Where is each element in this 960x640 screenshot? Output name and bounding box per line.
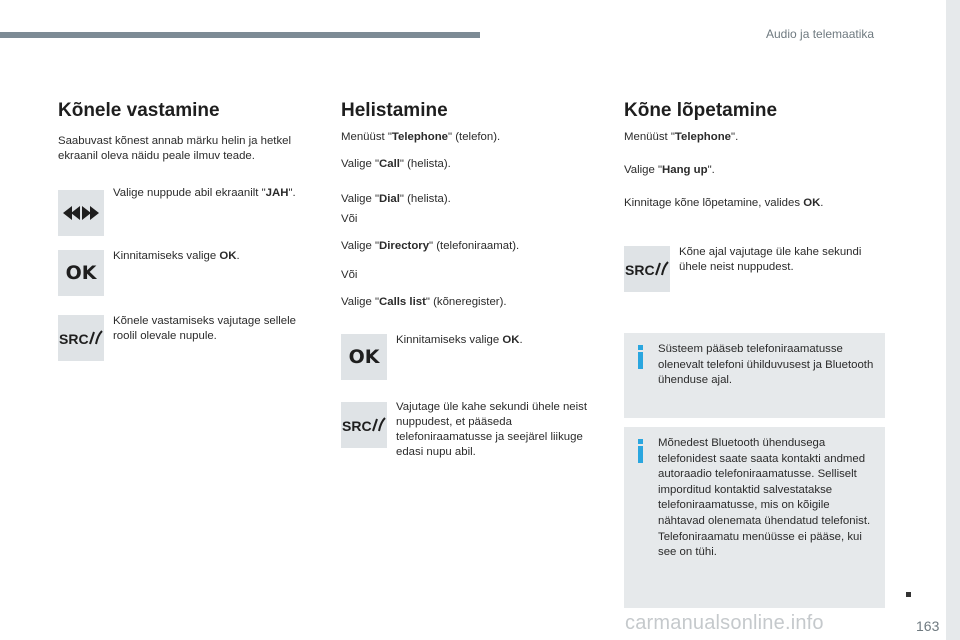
seek-buttons-key bbox=[58, 190, 104, 236]
info-icon bbox=[638, 439, 644, 463]
svg-text:SRC: SRC bbox=[59, 331, 89, 347]
watermark: carmanualsonline.info bbox=[625, 612, 824, 634]
make-call-title: Helistamine bbox=[341, 100, 448, 121]
call-or-1: Või bbox=[341, 213, 358, 225]
call-line-2: Valige "Call" (helista). bbox=[341, 158, 451, 170]
src-phone-key bbox=[341, 402, 387, 448]
call-step-ok: Kinnitamiseks valige OK. bbox=[396, 334, 523, 346]
section-title: Audio ja telemaatika bbox=[766, 27, 875, 41]
src-phone-icon bbox=[342, 416, 386, 434]
end-call-section bbox=[624, 100, 886, 134]
info-text-2: Mõnedest Bluetooth ühendusega telefonidest saate saata kontakti andmed autoraadio telefoniraamatusse. Selliselt imporditud kontaktid salvestatakse telefoniraamatusse, mis on kõigile nähtavad olenemata ühendatud telefonist. Telefoniraamatu menüüsse ei pääse, kui see on tühi. bbox=[658, 437, 871, 559]
header-bar bbox=[0, 32, 480, 38]
answer-call-intro: Saabuvast kõnest annab märku helin ja hetkel ekraanil oleva näidu peale ilmuv teade. bbox=[58, 135, 292, 162]
call-line-1: Menüüst "Telephone" (telefon). bbox=[341, 131, 501, 143]
seek-arrows-icon bbox=[63, 206, 99, 220]
info-text-1: Süsteem pääseb telefoniraamatusse olenevalt telefoni ühilduvusest ja Bluetooth ühenduse ajal. bbox=[658, 343, 874, 387]
src-phone-key bbox=[58, 315, 104, 361]
end-step-src: Kõne ajal vajutage üle kahe sekundi ühele neist nuppudest. bbox=[679, 246, 862, 273]
ok-key-label: OK bbox=[65, 262, 97, 284]
make-call-section bbox=[341, 100, 606, 134]
src-phone-key bbox=[624, 246, 670, 292]
page-number: 163 bbox=[916, 618, 940, 634]
end-line-2: Valige "Hang up". bbox=[624, 164, 715, 176]
src-phone-icon bbox=[625, 260, 669, 278]
end-line-3: Kinnitage kõne lõpetamine, valides OK. bbox=[624, 197, 824, 209]
src-phone-icon bbox=[59, 329, 103, 347]
svg-text:SRC: SRC bbox=[625, 262, 655, 278]
call-line-5: Valige "Calls list" (kõneregister). bbox=[341, 296, 507, 308]
call-line-4: Valige "Directory" (telefoniraamat). bbox=[341, 240, 520, 252]
ok-key bbox=[341, 334, 387, 380]
page-edge-strip bbox=[946, 0, 960, 640]
ok-key-label: OK bbox=[348, 346, 380, 368]
answer-step-1: Valige nuppude abil ekraanilt "JAH". bbox=[113, 187, 296, 199]
call-line-3: Valige "Dial" (helista). bbox=[341, 193, 451, 205]
info-box-2 bbox=[624, 427, 885, 608]
answer-step-2: Kinnitamiseks valige OK. bbox=[113, 250, 240, 262]
call-or-2: Või bbox=[341, 269, 358, 281]
info-box-1 bbox=[624, 333, 885, 418]
continuation-mark bbox=[906, 592, 911, 597]
svg-text:SRC: SRC bbox=[342, 418, 372, 434]
end-line-1: Menüüst "Telephone". bbox=[624, 131, 739, 143]
end-call-title: Kõne lõpetamine bbox=[624, 100, 778, 121]
call-step-src: Vajutage üle kahe sekundi ühele neist nuppudest, et pääseda telefoniraamatusse ja seejärel liikuge edasi nupu abil. bbox=[396, 401, 588, 458]
answer-call-section bbox=[58, 100, 318, 164]
answer-call-title: Kõnele vastamine bbox=[58, 100, 220, 121]
ok-key bbox=[58, 250, 104, 296]
info-icon bbox=[638, 345, 644, 369]
answer-step-3: Kõnele vastamiseks vajutage sellele roolil olevale nupule. bbox=[113, 315, 296, 342]
